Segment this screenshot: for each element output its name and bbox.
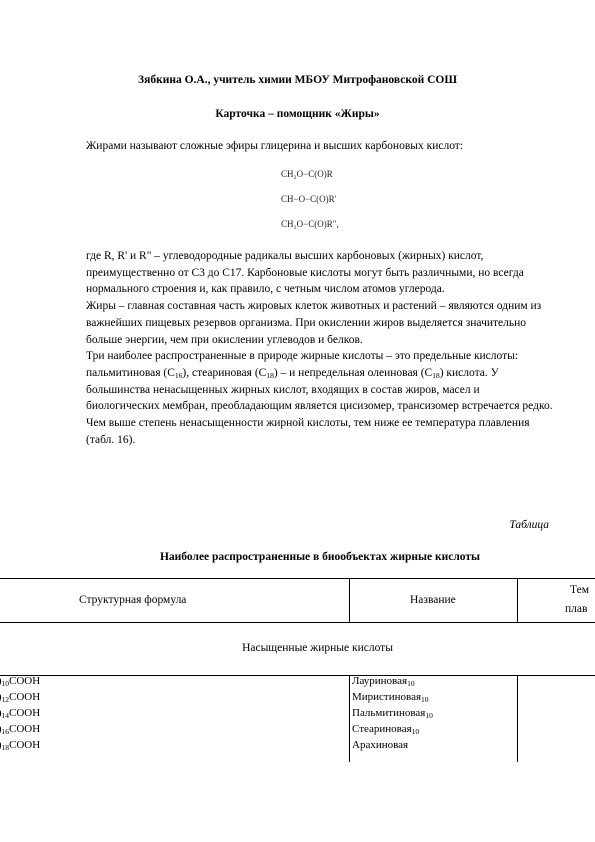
table-top-border [0, 578, 595, 579]
paragraph-radicals: где R, R' и R" – углеводородные радикалы высших карбоновых (жирных) кислот, преимущественно от С3 до С17. Карбоновые кислоты могут быть различными, но всегда нормального строения и, как правило, с четным числом атомов углерода. [86, 250, 524, 296]
header-temp-line1: Тем [570, 584, 589, 596]
table-caption: Таблица [509, 519, 549, 531]
formula-line-3: CH₂O−C(O)R″, [281, 219, 339, 229]
formula-line-1: CH₂O−C(O)R [281, 169, 333, 179]
row-formula: $_{12}$COOH [1, 691, 41, 704]
row-name: Лауриновая$_{10}$ [352, 675, 415, 688]
table-row [0, 675, 595, 691]
table-col-divider-1 [349, 578, 350, 622]
row-name: Пальмитиновая$_{10}$ [352, 707, 433, 720]
table-row [0, 691, 595, 707]
table-header-border [0, 622, 595, 623]
paragraph-fatty-acids: Три наиболее распространенные в природе жирные кислоты – это предельные кислоты: пальмитиновая $(С_{16})$, стеариновая $(С_{18})$ – и непредельная олеиновая $(С_{18})$ кислота. У большинства ненасыщенных жирных кислот, входящих в состав жиров, масел и биологических мембран, преобладающим является цисизомер, трансизомер встречается редко. Чем выше степень ненасыщенности жирной кислоты, тем ниже ее температура плавления (табл. 16). [86, 350, 553, 446]
formula-line-2: CH−O−C(O)R′ [281, 194, 337, 204]
author-line: Зябкина О.А., учитель химии МБОУ Митрофановской СОШ [138, 74, 457, 86]
row-formula: $_{18}$COOH [1, 739, 41, 752]
row-formula: $_{14}$COOH [1, 707, 41, 720]
paragraph-fats-role: Жиры – главная составная часть жировых клеток животных и растений – являются одним из важнейших пищевых резервов организма. При окислении жиров выделяется значительно больше энергии, чем при окислении углеводов и белков. [86, 300, 542, 346]
header-name: Название [410, 594, 456, 606]
body-text [86, 248, 556, 448]
row-name: Арахиновая [352, 739, 409, 751]
group-saturated: Насыщенные жирные кислоты [242, 642, 393, 654]
header-formula: Структурная формула [79, 594, 187, 606]
row-name: Миристиновая$_{10}$ [352, 691, 429, 704]
header-temp-line2: плав [565, 603, 588, 615]
table-row [0, 739, 595, 755]
row-formula: $_{16}$COOH [1, 723, 41, 736]
table-title: Наиболее распространенные в биообъектах жирные кислоты [159, 551, 481, 563]
table-col-divider-2 [517, 578, 518, 622]
intro-text: Жирами называют сложные эфиры глицерина и высших карбоновых кислот: [86, 140, 464, 152]
card-title: Карточка – помощник «Жиры» [215, 108, 380, 120]
table-row [0, 707, 595, 723]
table-row [0, 723, 595, 739]
row-name: Стеариновая$_{10}$ [352, 723, 420, 736]
row-formula: $_{10}$COOH [1, 675, 41, 688]
